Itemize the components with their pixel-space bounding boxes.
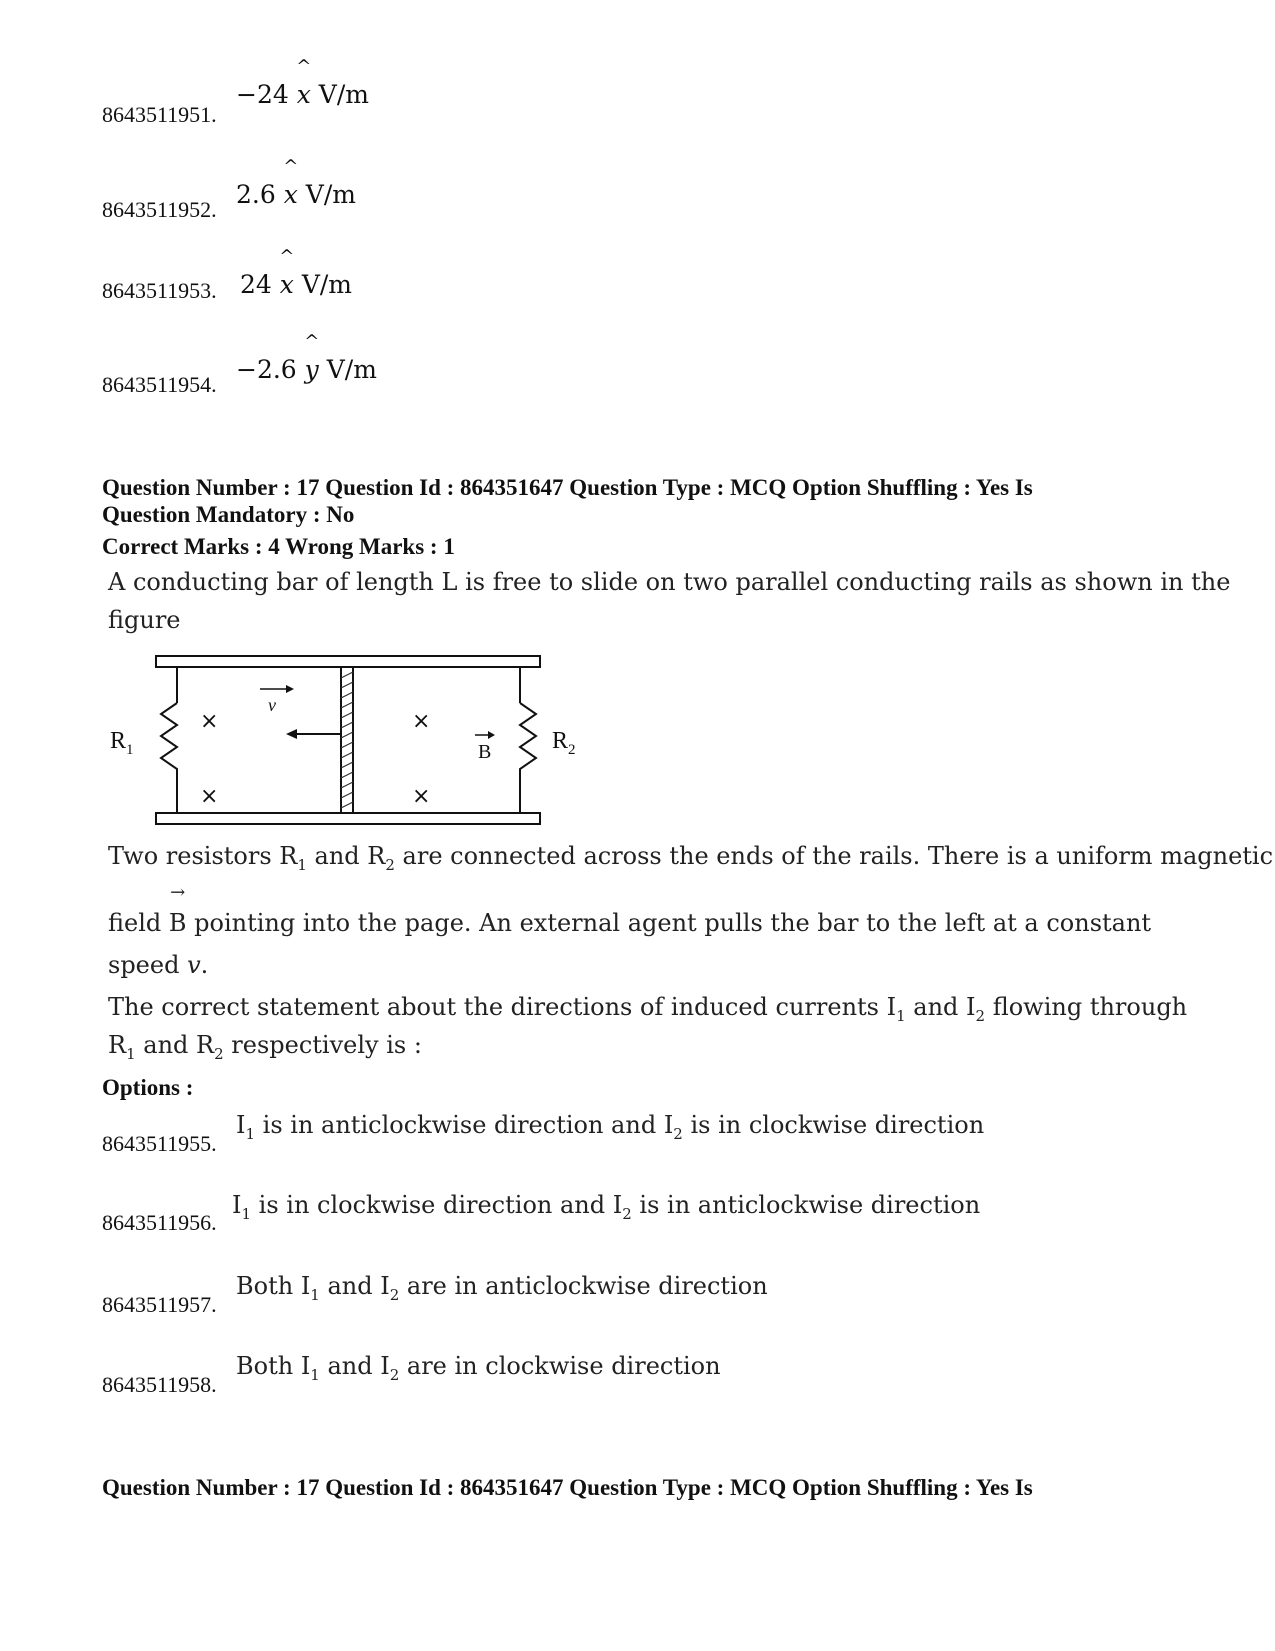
sliding-bar xyxy=(341,667,353,813)
option-id: 8643511958. xyxy=(102,1372,217,1397)
option-text xyxy=(236,80,369,109)
option-id: 8643511955. xyxy=(102,1131,217,1156)
question-meta-line1: Question Number : 17 Question Id : 864351647 Question Type : MCQ Option Shuffling : Yes Is xyxy=(102,475,1033,500)
question-body-line2: field → B pointing into the page. An external agent pulls the bar to the left at a constant xyxy=(108,909,1151,937)
unit-vector: ^ y xyxy=(305,355,319,384)
option-id: 8643511957. xyxy=(102,1292,217,1317)
question-mandatory: Question Mandatory : No xyxy=(102,502,355,527)
top-rail xyxy=(156,656,540,667)
option-text xyxy=(236,355,377,384)
next-question-meta: Question Number : 17 Question Id : 864351647 Question Type : MCQ Option Shuffling : Yes Is xyxy=(102,1475,1033,1500)
r1-subscript: 1 xyxy=(126,742,134,758)
option-units: V/m xyxy=(326,355,377,384)
option-coef: 24 xyxy=(240,270,272,299)
b-vector: → B xyxy=(169,909,187,937)
option-text: Both $I_1$ and $I_2$ are in clockwise direction xyxy=(236,1352,721,1384)
velocity-arrowhead xyxy=(286,729,297,739)
option-coef: −24 xyxy=(236,80,289,109)
field-cross: × xyxy=(200,709,219,734)
velocity-label: v xyxy=(268,695,276,715)
option-id: 8643511952. xyxy=(102,197,217,222)
option-units: V/m xyxy=(318,80,369,109)
unit-vector: ^ x xyxy=(280,270,294,299)
field-label: B xyxy=(478,741,492,763)
question-intro-line2: figure xyxy=(108,606,181,634)
unit-vector: ^ x xyxy=(297,80,311,109)
option-text xyxy=(236,180,356,209)
option-text: $I_1$ is in anticlockwise direction and $I_2$ is in clockwise direction xyxy=(236,1111,985,1143)
option-text: Both $I_1$ and $I_2$ are in anticlockwise direction xyxy=(236,1272,768,1304)
option-units: V/m xyxy=(305,180,356,209)
field-cross: × xyxy=(200,784,219,809)
options-label: Options : xyxy=(102,1075,194,1100)
field-cross: × xyxy=(412,784,431,809)
option-coef: −2.6 xyxy=(236,355,297,384)
question-body-line4: The correct statement about the directions of induced currents $I_1$ and $I_2$ flowing through xyxy=(108,993,1188,1025)
option-id: 8643511954. xyxy=(102,372,217,397)
r2-label: R xyxy=(552,728,569,754)
resistor-r1 xyxy=(161,703,177,778)
option-id: 8643511953. xyxy=(102,278,217,303)
option-id: 8643511956. xyxy=(102,1210,217,1235)
option-coef: 2.6 xyxy=(236,180,276,209)
question-marks: Correct Marks : 4 Wrong Marks : 1 xyxy=(102,534,455,559)
question-body-line5: $R_1$ and $R_2$ respectively is : xyxy=(108,1031,422,1063)
bottom-rail xyxy=(156,813,540,824)
field-cross: × xyxy=(412,709,431,734)
question-body-line3: speed v. xyxy=(108,951,209,979)
option-units: V/m xyxy=(301,270,353,299)
question-meta xyxy=(102,474,1202,560)
option-id: 8643511951. xyxy=(102,102,217,127)
r1-label: R xyxy=(110,728,127,754)
r2-subscript: 2 xyxy=(568,742,576,758)
option-text: $I_1$ is in clockwise direction and $I_2$ is in anticlockwise direction xyxy=(232,1191,981,1223)
unit-vector: ^ x xyxy=(284,180,298,209)
option-text xyxy=(240,270,352,299)
question-intro-line1: A conducting bar of length L is free to slide on two parallel conducting rails as shown in the xyxy=(108,568,1231,596)
resistor-r2 xyxy=(520,703,536,778)
question-body-line1: Two resistors $R_1$ and $R_2$ are connected across the ends of the rails. There is a uniform magnetic xyxy=(108,842,1274,874)
rails-figure xyxy=(100,648,600,838)
